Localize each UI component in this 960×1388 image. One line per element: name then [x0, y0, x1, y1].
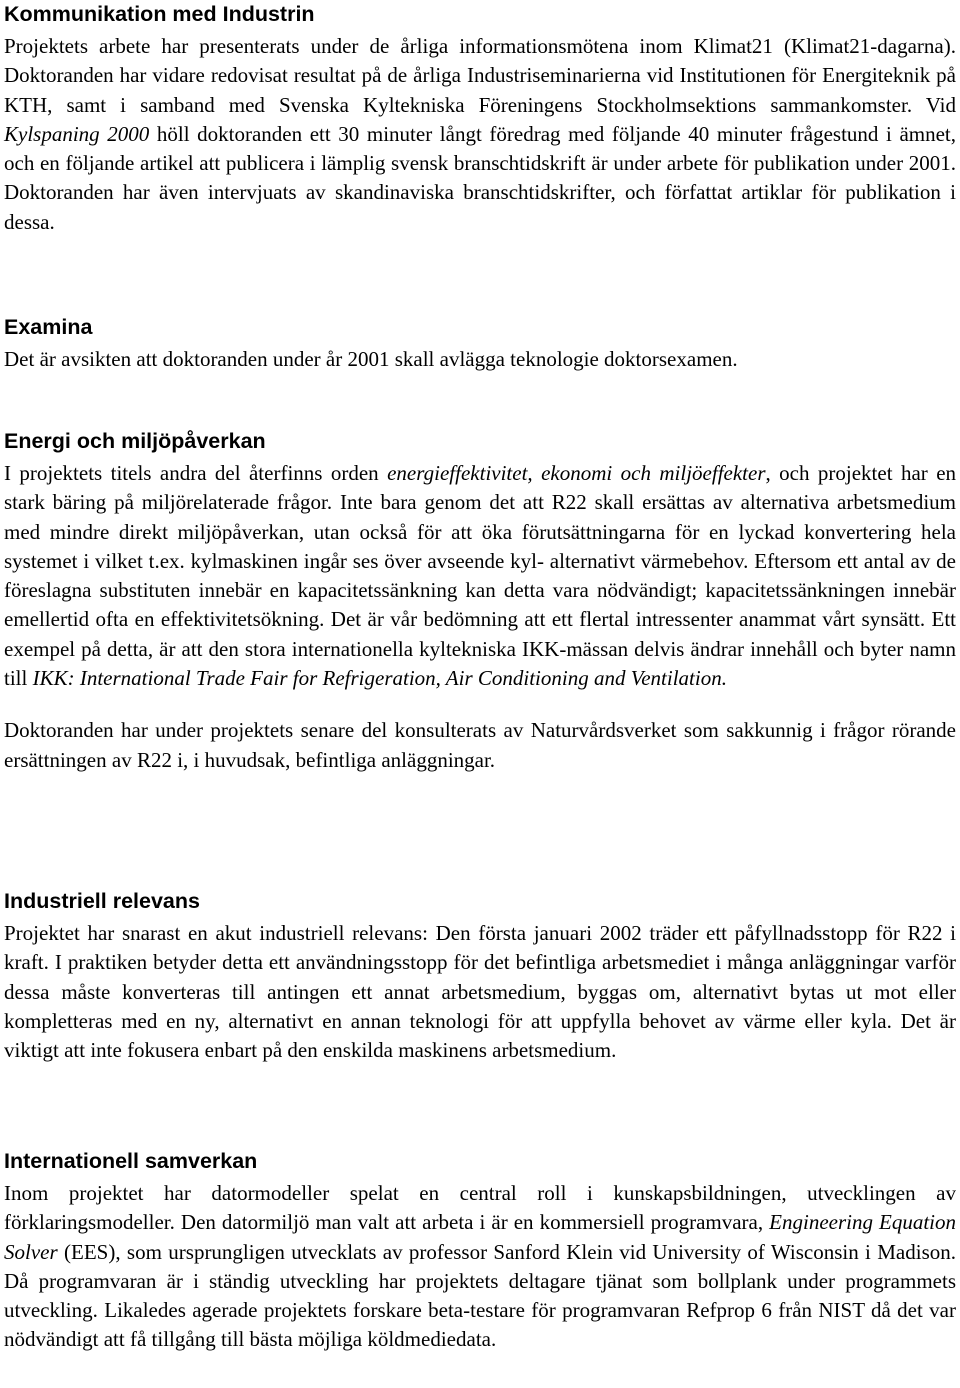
section-paragraph	[4, 919, 956, 1065]
section-paragraph	[4, 32, 956, 237]
italic-run: Kylspaning 2000	[4, 121, 150, 146]
italic-run: energieffektivitet, ekonomi och miljöeffekter	[387, 461, 766, 485]
section-paragraph	[4, 345, 956, 374]
italic-run: Engineering Equation Solver	[4, 1210, 956, 1264]
section-heading: Energi och miljöpåverkan	[4, 429, 266, 453]
section-energi	[4, 427, 956, 775]
section-heading: Examina	[4, 315, 93, 339]
section-industriell	[4, 887, 956, 1065]
text-run: Doktoranden har under projektets senare del konsulterats av Naturvårdsverket som sakkunnig i frågor rörande ersättningen av R22 i, i huvudsak, befintliga anläggningar.	[4, 718, 956, 772]
text-run: höll doktoranden ett 30 minuter långt föredrag med följande 40 minuter frågestund i ämnet, och en följande artikel att publicera i lämplig svensk branschtidskrift är under arbete för publikation under 2001. Doktoranden har även intervjuats av skandinaviska branschtidskrifter, och författat artiklar för publikation i dessa.	[4, 121, 956, 234]
section-paragraph	[4, 1179, 956, 1355]
section-heading: Internationell samverkan	[4, 1149, 258, 1173]
section-internationell	[4, 1147, 956, 1355]
italic-run: IKK: International Trade Fair for Refrigeration, Air Conditioning and Ventilation.	[32, 666, 727, 691]
text-run: Projektet har snarast en akut industriell relevans: Den första januari 2002 träder ett påfyllnadsstopp för R22 i kraft. I praktiken betyder detta ett användningsstopp för det befintliga arbetsmediet i många anläggningar varför dessa måste konverteras till antingen ett annat arbetsmedium, byggas om, alternativt bytas ut mot eller kompletteras med en ny, alternativt en annan teknologi för att uppfylla behovet av värme eller kyla. Det är viktigt att inte fokusera enbart på den enskilda maskinens arbetsmedium.	[4, 921, 956, 1063]
section-paragraph	[4, 459, 956, 693]
section-paragraph	[4, 716, 956, 775]
text-run: , och projektet har en stark bäring på miljörelaterade frågor. Inte bara genom det att R22 skall ersättas av alternativa arbetsmedium med mindre direkt miljöpåverkan, utan också för att öka förutsättningarna för en lyckad konvertering hela systemet i vilket t.ex. kylmaskinen ingår ses över avseende kyl- alternativt värmebehov. Eftersom ett antal av de föreslagna substituten innebär en kapacitetssänkning kan detta vara nödvändigt; kapacitetssänkningen innebär emellertid ofta en effektivitetsökning. Det är vår bedömning att ett flertal intressenter anammat vårt synsätt. Ett exempel på detta, är att den stora internationella kyltekniska IKK-mässan delvis ändrar innehåll och byter namn till	[4, 461, 957, 691]
text-run: Inom projektet har datormodeller spelat en central roll i kunskapsbildningen, utvecklingen av förklaringsmodeller. Den datormiljö man valt att arbeta i är en kommersiell programvara,	[4, 1181, 956, 1235]
text-run: Projektets arbete har presenterats under de årliga informationsmötena inom Klimat21 (Klimat21-dagarna). Doktoranden har vidare redovisat resultat på de årliga Industriseminarierna vid Institutionen för Energiteknik på KTH, samt i samband med Svenska Kyltekniska Föreningens Stockholmsektions sammankomster. Vid	[4, 34, 956, 117]
section-heading: Kommunikation med Industrin	[4, 2, 315, 26]
section-kommunikation	[4, 0, 956, 237]
section-heading: Industriell relevans	[4, 889, 200, 913]
text-run: (EES), som ursprungligen utvecklats av professor Sanford Klein vid University of Wisconsin i Madison. Då programvaran är i ständig utveckling har projektets deltagare tjänat som bollplank under programmets utveckling. Likaledes agerade projektets forskare beta-testare för programvaran Refprop 6 från NIST då det var nödvändigt att få tillgång till bästa möjliga köldmediedata.	[4, 1239, 956, 1352]
section-examina	[4, 313, 956, 374]
text-run: I projektets titels andra del återfinns orden	[4, 461, 388, 485]
text-run: Det är avsikten att doktoranden under år 2001 skall avlägga teknologie doktorsexamen.	[4, 347, 738, 371]
